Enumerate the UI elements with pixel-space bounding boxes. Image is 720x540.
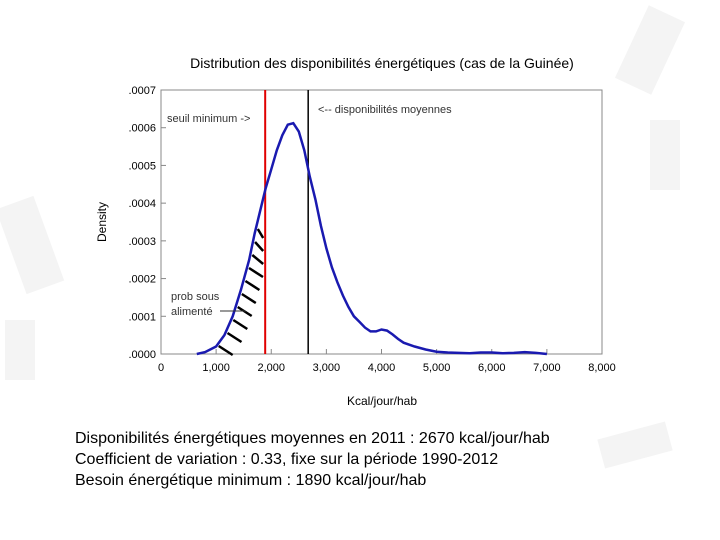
x-tick-label: 3,000 xyxy=(312,362,341,374)
x-tick-label: 1,000 xyxy=(202,362,230,374)
x-tick-label: 7,000 xyxy=(533,362,561,374)
prob-annotation-line1: prob sous xyxy=(171,291,220,303)
x-tick-label: 8,000 xyxy=(588,362,616,374)
chart-title: Distribution des disponibilités énergétiques (cas de la Guinée) xyxy=(190,55,574,71)
hatch-mark xyxy=(242,294,256,303)
x-tick-label: 2,000 xyxy=(257,362,286,374)
x-tick-label: 0 xyxy=(157,362,165,374)
hatch-mark xyxy=(258,229,263,238)
prob-annotation-line2: alimenté xyxy=(171,306,213,318)
x-axis-ticks xyxy=(158,349,616,374)
y-tick-label: .0007 xyxy=(128,85,156,97)
caption-mean: Disponibilités énergétiques moyennes en 2011 : 2670 kcal/jour/hab xyxy=(75,430,550,447)
hatch-mark xyxy=(245,281,259,290)
y-axis-label: Density xyxy=(95,201,109,243)
y-tick-label: .0004 xyxy=(128,198,156,211)
hatch-mark xyxy=(252,255,263,264)
caption-cv: Coefficient de variation : 0.33, fixe sur la période 1990-2012 xyxy=(75,451,499,468)
hatch-mark xyxy=(227,333,241,342)
x-tick-label: 5,000 xyxy=(422,362,451,374)
x-axis-label: Kcal/jour/hab xyxy=(346,394,418,408)
hatch-mark xyxy=(249,268,263,277)
hatch-mark xyxy=(255,242,263,251)
seuil-annotation: seuil minimum -> xyxy=(167,113,251,125)
x-tick-label: 4,000 xyxy=(367,362,396,374)
y-tick-label: .0000 xyxy=(128,349,156,361)
hatch-mark xyxy=(233,320,247,329)
y-tick-label: .0003 xyxy=(128,235,156,248)
plot-frame xyxy=(161,90,602,354)
density-curve xyxy=(197,123,547,354)
x-tick-label: 6,000 xyxy=(477,362,506,374)
y-tick-label: .0005 xyxy=(128,160,156,173)
y-axis-ticks xyxy=(128,85,166,361)
y-tick-label: .0002 xyxy=(128,273,156,286)
caption-min: Besoin énergétique minimum : 1890 kcal/jour/hab xyxy=(75,472,427,489)
y-tick-label: .0001 xyxy=(128,311,156,324)
dispo-annotation: <-- disponibilités moyennes xyxy=(318,104,452,116)
y-tick-label: .0006 xyxy=(128,122,156,135)
